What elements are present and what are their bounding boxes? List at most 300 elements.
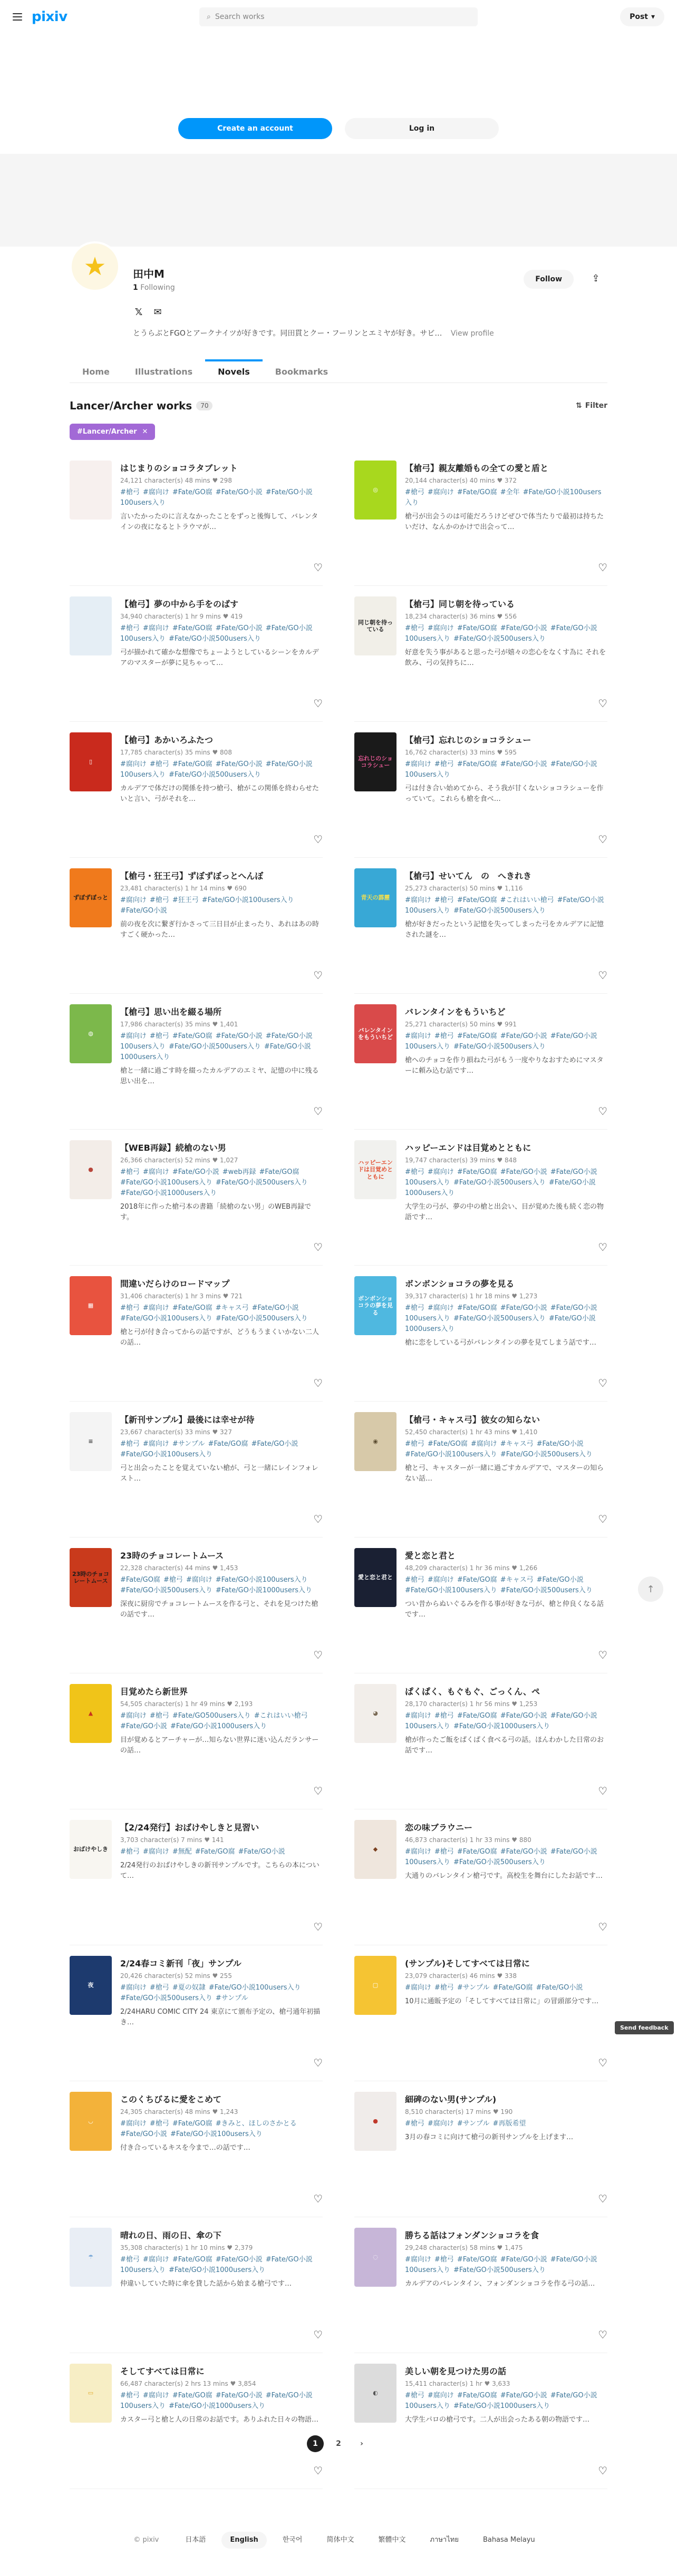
menu-icon[interactable] (13, 13, 22, 21)
scroll-to-top-button[interactable]: ↑ (638, 1576, 663, 1602)
novel-tag[interactable]: #サンプル (172, 1440, 205, 1448)
novel-tag[interactable]: #Fate/GO小説100users入り (120, 488, 313, 507)
heart-icon[interactable]: ♡ (313, 1105, 323, 1118)
heart-icon[interactable]: ♡ (313, 833, 323, 846)
novel-card[interactable] (354, 1684, 607, 1809)
novel-tag[interactable]: #夏の奴隷 (172, 1984, 206, 1992)
novel-title[interactable]: 【槍弓】夢の中から手をのばす (120, 599, 239, 609)
novel-card[interactable] (70, 1684, 323, 1809)
novel-tag[interactable]: #Fate/GO小説100users入り (170, 2130, 263, 2138)
novel-tag[interactable]: #Fate/GO小説 (120, 907, 167, 915)
novel-cover[interactable] (354, 2092, 396, 2151)
novel-tag[interactable]: #槍弓 (120, 488, 140, 496)
novel-tag[interactable]: #腐向け (427, 488, 454, 496)
novel-title[interactable]: 【槍弓】あかいろふたつ (120, 735, 214, 745)
heart-icon[interactable]: ♡ (313, 2328, 323, 2341)
heart-icon[interactable]: ♡ (598, 833, 607, 846)
novel-tag[interactable]: #Fate/GO小説 (500, 760, 547, 768)
mail-icon[interactable]: ✉ (153, 307, 162, 318)
novel-title[interactable]: 細碑のない男(サンプル) (405, 2094, 497, 2104)
novel-cover[interactable] (70, 1276, 112, 1335)
heart-icon[interactable]: ♡ (598, 1241, 607, 1253)
novel-tag[interactable]: #Fate/GO腐 (457, 1576, 497, 1584)
novel-card[interactable] (70, 2364, 323, 2489)
novel-tag[interactable]: #web再録 (222, 1168, 256, 1176)
lang-english[interactable]: English (221, 2532, 266, 2549)
novel-card[interactable] (354, 2364, 607, 2489)
novel-tag[interactable]: #槍弓 (405, 624, 424, 632)
novel-title[interactable]: ぱくぱく、もぐもぐ、ごっくん、ペ (405, 1687, 540, 1697)
novel-tag[interactable]: #Fate/GO小説 (215, 1032, 263, 1040)
novel-cover[interactable] (354, 732, 396, 791)
novel-tag[interactable]: #Fate/GO小説1000users入り (453, 1722, 550, 1730)
novel-card[interactable] (354, 2092, 607, 2217)
novel-tag[interactable]: #Fate/GO小説500users入り (453, 1315, 546, 1323)
novel-tag[interactable]: #槍弓 (405, 1440, 424, 1448)
novel-tag[interactable]: #槍弓 (405, 1304, 424, 1312)
novel-tag[interactable]: #Fate/GO小説100users入り (405, 624, 597, 643)
novel-tag[interactable]: #Fate/GO小説100users入り (120, 2256, 313, 2274)
novel-title[interactable]: 【WEB再録】続槍のない男 (120, 1143, 226, 1153)
follow-button[interactable]: Follow (524, 270, 574, 289)
novel-tag[interactable]: #Fate/GO小説500users入り (215, 1179, 308, 1187)
novel-cover[interactable] (70, 596, 112, 655)
novel-tag[interactable]: #Fate/GO腐 (195, 1848, 235, 1856)
novel-tag[interactable]: #槍弓 (120, 1440, 140, 1448)
novel-card[interactable] (70, 1412, 323, 1537)
novel-tag[interactable]: #腐向け (405, 760, 431, 768)
novel-tag[interactable]: #Fate/GO腐 (172, 2256, 212, 2264)
novel-tag[interactable]: #Fate/GO小説 (500, 1168, 547, 1176)
novel-tag[interactable]: #槍弓 (149, 896, 169, 904)
novel-tag[interactable]: #Fate/GO腐 (457, 1304, 497, 1312)
novel-tag[interactable]: #腐向け (405, 1032, 431, 1040)
novel-tag[interactable]: #Fate/GO小説100users入り (120, 1032, 313, 1051)
novel-tag[interactable]: #槍弓 (120, 2256, 140, 2264)
novel-tag[interactable]: #槍弓 (120, 1848, 140, 1856)
novel-tag[interactable]: #Fate/GO小説500users入り (453, 1179, 546, 1187)
novel-tag[interactable]: #Fate/GO腐 (457, 624, 497, 632)
novel-tag[interactable]: #槍弓 (149, 1712, 169, 1720)
novel-tag[interactable]: #Fate/GO小説 (215, 488, 263, 496)
novel-title[interactable]: 2/24春コミ新刊「夜」サンプル (120, 1958, 241, 1968)
novel-card[interactable] (354, 868, 607, 994)
lang-thai[interactable]: ภาษาไทย (430, 2535, 459, 2544)
heart-icon[interactable]: ♡ (598, 1513, 607, 1525)
novel-tag[interactable]: #Fate/GO腐 (259, 1168, 299, 1176)
novel-tag[interactable]: #Fate/GO小説 (215, 624, 263, 632)
novel-card[interactable] (354, 1140, 607, 1266)
novel-title[interactable]: 【槍弓】忘れじのショコラシュー (405, 735, 531, 745)
novel-cover[interactable] (70, 2092, 112, 2151)
novel-tag[interactable]: #Fate/GO小説 (215, 760, 263, 768)
novel-tag[interactable]: #Fate/GO小説 (500, 1712, 547, 1720)
novel-tag[interactable]: #Fate/GO腐 (457, 760, 497, 768)
novel-cover[interactable] (354, 868, 396, 927)
novel-tag[interactable]: #腐向け (405, 2256, 431, 2264)
heart-icon[interactable]: ♡ (313, 2056, 323, 2069)
heart-icon[interactable]: ♡ (598, 969, 607, 982)
novel-tag[interactable]: #Fate/GO腐 (457, 2392, 497, 2399)
novel-tag[interactable]: #Fate/GO小説100users入り (120, 1451, 212, 1458)
tab-bookmarks[interactable]: Bookmarks (275, 367, 328, 377)
novel-title[interactable]: はじまりのショコラタブレット (120, 463, 238, 473)
novel-tag[interactable]: #腐向け (427, 624, 454, 632)
novel-tag[interactable]: #腐向け (470, 1440, 497, 1448)
following-count[interactable] (133, 283, 175, 292)
novel-cover[interactable] (354, 2364, 396, 2423)
novel-cover[interactable] (70, 732, 112, 791)
novel-tag[interactable]: #Fate/GO小説 (215, 2256, 263, 2264)
novel-tag[interactable]: #槍弓 (149, 2120, 169, 2128)
novel-title[interactable]: 【2/24発行】おばけやしきと見習い (120, 1823, 259, 1833)
novel-tag[interactable]: #Fate/GO小説100users入り (120, 760, 313, 779)
novel-tag[interactable]: #Fate/GO小説1000users入り (120, 1189, 217, 1197)
novel-tag[interactable]: #腐向け (142, 488, 169, 496)
novel-cover[interactable] (354, 596, 396, 655)
novel-tag[interactable]: #Fate/GO小説 (500, 1032, 547, 1040)
novel-title[interactable]: 【槍弓】せいてん の へきれき (405, 871, 532, 881)
novel-tag[interactable]: #Fate/GO小説100users入り (405, 1586, 497, 1594)
novel-tag[interactable]: #腐向け (120, 2120, 147, 2128)
novel-tag[interactable]: #狂王弓 (172, 896, 199, 904)
novel-tag[interactable]: #Fate/GO小説 (238, 1848, 285, 1856)
novel-tag[interactable]: #Fate/GO小説1000users入り (168, 2402, 266, 2410)
heart-icon[interactable]: ♡ (313, 1513, 323, 1525)
novel-tag[interactable]: #Fate/GO小説100users入り (405, 1304, 597, 1323)
view-profile-link[interactable]: View profile (450, 329, 494, 338)
novel-tag[interactable]: #Fate/GO小説500users入り (453, 907, 546, 915)
novel-cover[interactable] (70, 868, 112, 927)
next-page-icon[interactable]: › (360, 2440, 363, 2448)
novel-tag[interactable]: #Fate/GO腐 (172, 760, 212, 768)
post-button[interactable] (620, 7, 664, 26)
heart-icon[interactable]: ♡ (313, 2192, 323, 2205)
heart-icon[interactable]: ♡ (313, 969, 323, 982)
novel-tag[interactable]: #Fate/GO小説 (251, 1440, 298, 1448)
novel-title[interactable]: ハッピーエンドは目覚めとともに (405, 1143, 531, 1153)
novel-tag[interactable]: #全年 (500, 488, 520, 496)
novel-card[interactable] (354, 1548, 607, 1673)
lang-traditional-chinese[interactable]: 繁體中文 (378, 2535, 406, 2544)
novel-title[interactable]: 【新刊サンプル】最後には幸せが待 (120, 1415, 255, 1425)
novel-tag[interactable]: #Fate/GO小説500users入り (168, 635, 261, 643)
novel-card[interactable] (70, 2092, 323, 2217)
novel-tag[interactable]: #Fate/GO小説100users入り (405, 760, 597, 779)
novel-tag[interactable]: #Fate/GO腐 (457, 1032, 497, 1040)
novel-tag[interactable]: #Fate/GO小説100users入り (405, 1451, 497, 1458)
heart-icon[interactable]: ♡ (598, 1785, 607, 1797)
novel-card[interactable] (354, 461, 607, 586)
novel-tag[interactable]: #腐向け (427, 2392, 454, 2399)
heart-icon[interactable]: ♡ (313, 1241, 323, 1253)
novel-title[interactable]: 23時のチョコレートムース (120, 1551, 224, 1561)
novel-tag[interactable]: #槍弓 (149, 1984, 169, 1992)
novel-tag[interactable]: #腐向け (405, 1984, 431, 1992)
novel-cover[interactable] (70, 1140, 112, 1199)
novel-tag[interactable]: #キャス弓 (215, 1304, 249, 1312)
create-account-button[interactable]: Create an account (178, 118, 332, 139)
novel-tag[interactable]: #槍弓 (405, 2392, 424, 2399)
novel-tag[interactable]: #これはいい槍弓 (254, 1712, 308, 1720)
novel-tag[interactable]: #槍弓 (405, 1168, 424, 1176)
heart-icon[interactable]: ♡ (598, 1921, 607, 1933)
novel-tag[interactable]: #槍弓 (149, 1032, 169, 1040)
heart-icon[interactable]: ♡ (598, 561, 607, 574)
novel-tag[interactable]: #Fate/GO小説500users入り (215, 1315, 308, 1323)
novel-tag[interactable]: #Fate/GO腐 (457, 1848, 497, 1856)
heart-icon[interactable]: ♡ (598, 2328, 607, 2341)
novel-tag[interactable]: #槍弓 (405, 488, 424, 496)
novel-title[interactable]: 【槍弓・キャス弓】彼女の知らない (405, 1415, 540, 1425)
novel-card[interactable] (70, 2228, 323, 2353)
heart-icon[interactable]: ♡ (313, 1649, 323, 1661)
heart-icon[interactable]: ♡ (598, 1377, 607, 1389)
novel-tag[interactable]: #槍弓 (434, 896, 454, 904)
novel-tag[interactable]: #Fate/GO小説 (500, 2392, 547, 2399)
heart-icon[interactable]: ♡ (598, 2192, 607, 2205)
tab-home[interactable]: Home (82, 367, 110, 377)
novel-tag[interactable]: #槍弓 (149, 760, 169, 768)
novel-tag[interactable]: #Fate/GO小説 (252, 1304, 299, 1312)
novel-tag[interactable]: #Fate/GO腐 (120, 1576, 160, 1584)
novel-tag[interactable]: #腐向け (427, 1168, 454, 1176)
novel-tag[interactable]: #Fate/GO小説 (120, 1722, 167, 1730)
novel-tag[interactable]: #Fate/GO小説1000users入り (170, 1722, 267, 1730)
novel-tag[interactable]: #腐向け (120, 1712, 147, 1720)
novel-tag[interactable]: #Fate/GO小説100users入り (405, 2256, 597, 2274)
novel-tag[interactable]: #Fate/GO小説100users入り (405, 1712, 597, 1730)
novel-card[interactable] (354, 1276, 607, 1402)
novel-tag[interactable]: #サンプル (457, 1984, 490, 1992)
novel-tag[interactable]: #腐向け (427, 2120, 454, 2128)
novel-cover[interactable] (70, 1684, 112, 1743)
heart-icon[interactable]: ♡ (598, 1105, 607, 1118)
novel-title[interactable]: そしてすべては日常に (120, 2366, 205, 2376)
novel-tag[interactable]: #Fate/GO腐 (457, 896, 497, 904)
novel-tag[interactable]: #Fate/GO小説100users入り (208, 1984, 301, 1992)
novel-card[interactable] (70, 1004, 323, 1130)
close-icon[interactable]: ✕ (142, 428, 148, 436)
novel-tag[interactable]: #腐向け (120, 760, 147, 768)
novel-tag[interactable]: #Fate/GO小説 (536, 1984, 583, 1992)
novel-tag[interactable]: #Fate/GO小説 (500, 624, 547, 632)
lang-japanese[interactable]: 日本語 (185, 2535, 206, 2544)
novel-tag[interactable]: #サンプル (457, 2120, 490, 2128)
avatar[interactable]: ★ (70, 241, 120, 292)
novel-tag[interactable]: #Fate/GO小説 (536, 1440, 584, 1448)
novel-tag[interactable]: #Fate/GO小説100users入り (120, 1179, 212, 1187)
novel-tag[interactable]: #Fate/GO小説500users入り (453, 1043, 546, 1051)
novel-cover[interactable] (354, 1004, 396, 1063)
send-feedback-button[interactable]: Send feedback (615, 2021, 674, 2034)
novel-tag[interactable]: #Fate/GO小説100users入り (405, 896, 604, 915)
novel-tag[interactable]: #腐向け (142, 1440, 169, 1448)
novel-tag[interactable]: #Fate/GO小説100users入り (405, 1848, 597, 1866)
novel-tag[interactable]: #Fate/GO腐 (457, 1168, 497, 1176)
novel-cover[interactable] (354, 1548, 396, 1607)
novel-cover[interactable] (70, 1548, 112, 1607)
novel-tag[interactable]: #腐向け (405, 1848, 431, 1856)
novel-card[interactable] (70, 732, 323, 858)
novel-cover[interactable] (354, 1140, 396, 1199)
novel-title[interactable]: バレンタインをもういちど (405, 1007, 506, 1017)
heart-icon[interactable]: ♡ (598, 2056, 607, 2069)
novel-tag[interactable]: #槍弓 (434, 2256, 454, 2264)
novel-tag[interactable]: #無配 (172, 1848, 192, 1856)
novel-cover[interactable] (354, 461, 396, 520)
novel-tag[interactable]: #Fate/GO腐 (457, 488, 497, 496)
novel-card[interactable] (354, 596, 607, 722)
novel-cover[interactable] (70, 2364, 112, 2423)
novel-tag[interactable]: #腐向け (405, 1712, 431, 1720)
heart-icon[interactable]: ♡ (598, 2464, 607, 2477)
novel-title[interactable]: (サンプル)そしてすべては日常に (405, 1958, 530, 1968)
novel-tag[interactable]: #腐向け (427, 1576, 454, 1584)
novel-title[interactable]: 目覚めたら新世界 (120, 1687, 188, 1697)
heart-icon[interactable]: ♡ (313, 1377, 323, 1389)
novel-tag[interactable]: #Fate/GO小説1000users入り (405, 1179, 596, 1197)
novel-tag[interactable]: #槍弓 (120, 2392, 140, 2399)
novel-tag[interactable]: #腐向け (186, 1576, 212, 1584)
novel-tag[interactable]: #Fate/GO腐 (208, 1440, 248, 1448)
novel-title[interactable]: 【槍弓】同じ朝を待っている (405, 599, 515, 609)
novel-tag[interactable]: #槍弓 (120, 1168, 140, 1176)
novel-cover[interactable] (70, 1956, 112, 2015)
novel-tag[interactable]: #Fate/GO小説500users入り (120, 1586, 212, 1594)
novel-tag[interactable]: #Fate/GO小説1000users入り (453, 2402, 550, 2410)
novel-card[interactable] (70, 1140, 323, 1266)
novel-tag[interactable]: #Fate/GO小説100users入り (201, 896, 294, 904)
lang-korean[interactable]: 한국어 (282, 2535, 303, 2544)
novel-title[interactable]: 勝ちる話はフォンダンショコラを食 (405, 2230, 539, 2240)
novel-tag[interactable]: #槍弓 (120, 624, 140, 632)
novel-tag[interactable]: #Fate/GO小説500users入り (453, 1858, 546, 1866)
novel-cover[interactable] (354, 1684, 396, 1743)
novel-title[interactable]: 恋の味ブラウニー (405, 1823, 473, 1833)
novel-tag[interactable]: #Fate/GO腐 (172, 1304, 212, 1312)
novel-tag[interactable]: #Fate/GO小説 (500, 1304, 547, 1312)
novel-tag[interactable]: #Fate/GO小説100users入り (120, 1315, 212, 1323)
novel-tag[interactable]: #槍弓 (405, 1576, 424, 1584)
heart-icon[interactable]: ♡ (313, 1785, 323, 1797)
novel-cover[interactable] (354, 1276, 396, 1335)
novel-card[interactable] (354, 1956, 607, 2081)
novel-card[interactable] (70, 1548, 323, 1673)
novel-tag[interactable]: #これはいい槍弓 (500, 896, 554, 904)
novel-tag[interactable]: #Fate/GO小説 (120, 2130, 167, 2138)
novel-tag[interactable]: #Fate/GO小説 (536, 1576, 584, 1584)
novel-cover[interactable] (70, 461, 112, 520)
filter-button[interactable] (576, 401, 607, 410)
novel-cover[interactable] (354, 1820, 396, 1879)
novel-title[interactable]: 愛と恋と君と (405, 1551, 456, 1561)
novel-tag[interactable]: #腐向け (142, 2392, 169, 2399)
novel-card[interactable] (70, 461, 323, 586)
novel-cover[interactable] (354, 2228, 396, 2287)
novel-cover[interactable] (70, 1004, 112, 1063)
novel-tag[interactable]: #Fate/GO小説500users入り (168, 1043, 261, 1051)
novel-tag[interactable]: #Fate/GO小説500users入り (453, 635, 546, 643)
novel-tag[interactable]: #腐向け (405, 896, 431, 904)
novel-tag[interactable]: #Fate/GO小説100users入り (405, 1168, 597, 1187)
novel-tag[interactable]: #腐向け (142, 1304, 169, 1312)
novel-tag[interactable]: #Fate/GO小説1000users入り (168, 2266, 266, 2274)
heart-icon[interactable]: ♡ (313, 2464, 323, 2477)
novel-tag[interactable]: #Fate/GO小説500users入り (500, 1451, 593, 1458)
page-2-button[interactable]: 2 (336, 2440, 341, 2448)
heart-icon[interactable]: ♡ (313, 1921, 323, 1933)
page-1-button[interactable]: 1 (307, 2435, 324, 2452)
novel-tag[interactable]: #再版希望 (492, 2120, 526, 2128)
novel-title[interactable]: 晴れの日、雨の日、傘の下 (120, 2230, 222, 2240)
search-input[interactable] (199, 7, 478, 26)
novel-tag[interactable]: #Fate/GO小説1000users入り (405, 1315, 596, 1333)
novel-title[interactable]: 【槍弓】親友離婚もの全ての愛と盾と (405, 463, 549, 473)
novel-card[interactable] (354, 2228, 607, 2353)
novel-card[interactable] (354, 732, 607, 858)
x-twitter-icon[interactable]: 𝕏 (134, 307, 143, 318)
novel-tag[interactable]: #腐向け (142, 1848, 169, 1856)
novel-tag[interactable]: #槍弓 (434, 1848, 454, 1856)
novel-tag[interactable]: #Fate/GO小説1000users入り (215, 1586, 313, 1594)
novel-tag[interactable]: #キャス弓 (500, 1576, 534, 1584)
novel-title[interactable]: 【槍弓】思い出を綴る場所 (120, 1007, 222, 1017)
novel-tag[interactable]: #Fate/GO500users入り (172, 1712, 251, 1720)
novel-cover[interactable] (70, 2228, 112, 2287)
novel-tag[interactable]: #槍弓 (163, 1576, 183, 1584)
novel-tag[interactable]: #Fate/GO小説1000users入り (120, 1043, 311, 1061)
novel-tag[interactable]: #Fate/GO小説 (215, 2392, 263, 2399)
novel-title[interactable]: 間違いだらけのロードマップ (120, 1279, 230, 1289)
novel-cover[interactable] (354, 1956, 396, 2015)
novel-tag[interactable]: #Fate/GO腐 (457, 2256, 497, 2264)
novel-card[interactable] (70, 1820, 323, 1945)
novel-tag[interactable]: #腐向け (142, 2256, 169, 2264)
novel-tag[interactable]: #Fate/GO小説 (500, 1848, 547, 1856)
novel-tag[interactable]: #腐向け (142, 1168, 169, 1176)
novel-tag[interactable]: #Fate/GO腐 (492, 1984, 533, 1992)
novel-card[interactable] (70, 868, 323, 994)
novel-tag[interactable]: #Fate/GO小説100users入り (120, 2392, 313, 2410)
novel-card[interactable] (354, 1004, 607, 1130)
novel-tag[interactable]: #槍弓 (434, 1984, 454, 1992)
novel-tag[interactable]: #Fate/GO腐 (172, 2392, 212, 2399)
novel-tag[interactable]: #Fate/GO小説100users入り (405, 488, 602, 507)
novel-card[interactable] (354, 1412, 607, 1537)
novel-tag[interactable]: #Fate/GO小説100users入り (405, 1032, 597, 1051)
novel-title[interactable]: 【槍弓・狂王弓】ずぼずぼっとへんぼ (120, 871, 264, 881)
novel-title[interactable]: 美しい朝を見つけた男の話 (405, 2366, 507, 2376)
lang-simplified-chinese[interactable]: 简体中文 (326, 2535, 354, 2544)
novel-tag[interactable]: #Fate/GO小説500users入り (120, 1994, 212, 2002)
novel-tag[interactable]: #槍弓 (434, 1712, 454, 1720)
heart-icon[interactable]: ♡ (598, 697, 607, 710)
novel-tag[interactable]: #Fate/GO小説500users入り (500, 1586, 593, 1594)
novel-tag[interactable]: #Fate/GO小説 (500, 2256, 547, 2264)
novel-tag[interactable]: #槍弓 (120, 1304, 140, 1312)
heart-icon[interactable]: ♡ (598, 1649, 607, 1661)
novel-tag[interactable]: #腐向け (142, 624, 169, 632)
novel-tag[interactable]: #腐向け (120, 1984, 147, 1992)
novel-tag[interactable]: #Fate/GO腐 (172, 488, 212, 496)
login-button[interactable]: Log in (345, 118, 499, 139)
novel-tag[interactable]: #Fate/GO腐 (172, 624, 212, 632)
novel-tag[interactable]: #槍弓 (405, 2120, 424, 2128)
novel-cover[interactable] (354, 1412, 396, 1471)
pixiv-logo[interactable]: pixiv (32, 9, 67, 25)
novel-tag[interactable]: #Fate/GO小説500users入り (168, 771, 261, 779)
